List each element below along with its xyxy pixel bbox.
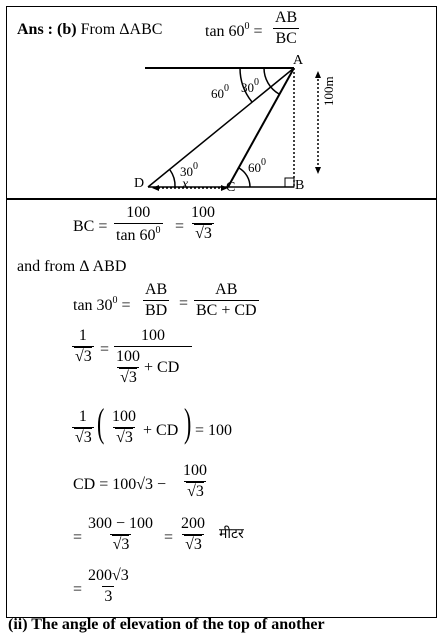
- line7-eq2: =: [164, 529, 174, 546]
- bc-eq: =: [175, 218, 185, 235]
- tan30-eq2: =: [179, 295, 189, 312]
- right-paren: ): [184, 400, 192, 445]
- cd-frac: $\frac{100}{√3}$: [183, 462, 207, 500]
- unit-meter: मीटर: [219, 526, 244, 542]
- line4-eq: =: [100, 341, 110, 358]
- ab-over-bd: $\frac{AB}{BD}$: [145, 281, 168, 319]
- angle-arc-d: [170, 170, 175, 187]
- inner-frac: $\frac{100}{√3}$: [112, 408, 136, 446]
- line7-frac1: $\frac{300 - 100}{√3}$: [88, 515, 154, 553]
- bc-lhs: BC =: [73, 218, 108, 235]
- right-angle-mark: [285, 178, 294, 187]
- ab-over-bc: $\frac{AB}{BC}$: [275, 9, 298, 47]
- height-label: 100m: [321, 76, 336, 106]
- tan30-lhs: $\tan 30^0$ =: [73, 295, 131, 314]
- left-paren: (: [97, 400, 105, 445]
- one-over-root3-a: $\frac{1}{√3}$: [72, 328, 94, 365]
- line7-eq1: =: [73, 529, 83, 546]
- angle-60-bottom-label: $60^0$: [248, 157, 266, 175]
- next-question-cut: (ii) The angle of elevation of the top of another: [8, 616, 325, 633]
- one-over-root3-b: $\frac{1}{√3}$: [72, 409, 94, 446]
- label-c: C: [226, 180, 236, 195]
- complex-frac: 100 $\frac{100}{√3}$ + CD: [114, 328, 192, 386]
- label-b: B: [295, 178, 305, 193]
- label-a: A: [293, 53, 304, 68]
- cd-lhs: CD = 100√3 −: [73, 476, 167, 493]
- x-label: x: [182, 177, 189, 192]
- answer-heading: Ans : (b) From ΔABC: [17, 21, 163, 38]
- angle-60-top-label: $60^0$: [211, 83, 229, 101]
- line8-eq: =: [73, 581, 83, 598]
- bc-frac-1: $\frac{100}{\tan 60^0}$: [116, 204, 161, 244]
- line7-frac2: $\frac{200}{√3}$: [181, 515, 205, 553]
- label-d: D: [134, 176, 145, 191]
- angle-30-bottom-label: $30^0$: [180, 161, 198, 179]
- tan60-text: $\tan 60^0$ =: [205, 21, 263, 40]
- ab-over-bc-cd: $\frac{AB}{BC + CD}$: [196, 281, 257, 319]
- angle-30-top-label: $30^0$: [241, 77, 259, 95]
- bc-frac-2: $\frac{100}{√3}$: [191, 204, 215, 242]
- final-frac: $\frac{200√3}{3}$: [88, 567, 129, 605]
- line5-rhs: = 100: [195, 422, 233, 439]
- line5-plus-cd: + CD: [143, 422, 179, 439]
- and-from-abd: and from Δ ABD: [17, 258, 127, 275]
